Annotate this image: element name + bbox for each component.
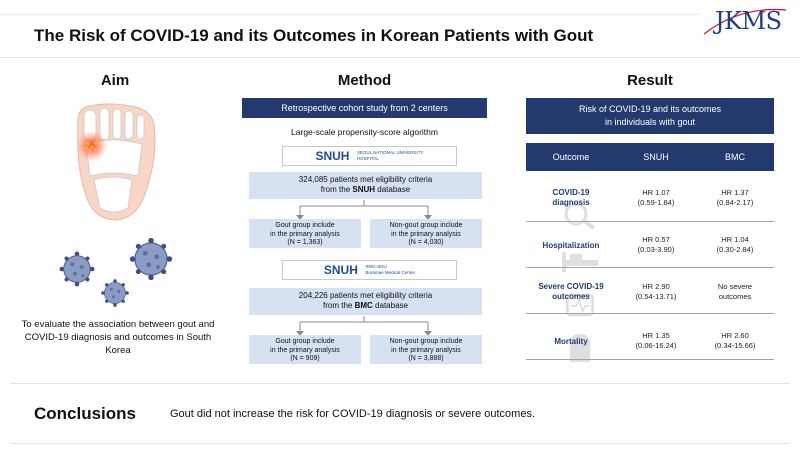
flow-arrows bbox=[242, 199, 487, 221]
snuh-logo bbox=[282, 146, 457, 166]
bmc-logo bbox=[282, 260, 457, 280]
divider bbox=[10, 443, 790, 444]
snuh-value: HR 1.07 (0.59-1.84) bbox=[637, 188, 675, 207]
bmc-value: HR 1.37 (0.84-2.17) bbox=[716, 188, 754, 207]
conclusions-text: Gout did not increase the risk for COVID-19 diagnosis or severe outcomes. bbox=[170, 408, 536, 420]
aim-heading: Aim bbox=[100, 72, 130, 89]
snuh-logo-caption: SEOUL NATIONAL UNIVERSITY HOSPITAL bbox=[356, 150, 424, 161]
outcome-label: Severe COVID-19 outcomes bbox=[538, 282, 604, 301]
snuh-non-gout-group: Non-gout group include in the primary analysis (N = 4,030) bbox=[370, 219, 482, 248]
snuh-value: HR 0.57 (0.03-3.90) bbox=[637, 235, 675, 254]
outcome-label: Hospitalization bbox=[542, 241, 600, 250]
divider bbox=[10, 383, 790, 384]
result-row-severe-outcomes bbox=[526, 268, 774, 314]
snuh-value: HR 2.90 (0.54-13.71) bbox=[635, 282, 677, 301]
result-row-mortality bbox=[526, 314, 774, 360]
virus-icon bbox=[128, 236, 174, 282]
snuh-value: HR 1.35 (0.06-16.24) bbox=[635, 331, 677, 350]
bmc-non-gout-group: Non-gout group include in the primary analysis (N = 3,888) bbox=[370, 335, 482, 364]
bmc-logo-text: SNUH bbox=[323, 262, 358, 277]
snuh-logo-text: SNUH bbox=[315, 148, 350, 163]
virus-icon bbox=[58, 250, 96, 288]
result-banner: Risk of COVID-19 and its outcomes in individuals with gout bbox=[526, 98, 774, 134]
outcome-label: COVID-19 diagnosis bbox=[552, 188, 590, 207]
result-row-hospitalization bbox=[526, 222, 774, 268]
column-header-outcome: Outcome bbox=[552, 152, 590, 162]
conclusions-label: Conclusions bbox=[34, 404, 137, 423]
bmc-gout-group: Gout group include in the primary analysis (N = 909) bbox=[249, 335, 361, 364]
method-subtitle: Large-scale propensity-score algorithm bbox=[291, 127, 438, 137]
bmc-eligibility-box: 204,226 patients met eligibility criteria from the BMC database bbox=[249, 288, 482, 315]
virus-icon bbox=[100, 278, 130, 308]
outcome-label: Mortality bbox=[554, 337, 588, 346]
bmc-value: HR 2.60 (0.34-15.66) bbox=[714, 331, 756, 350]
result-heading: Result bbox=[627, 72, 673, 89]
flow-arrows bbox=[242, 315, 487, 337]
result-table-header bbox=[526, 143, 774, 171]
column-header-bmc: BMC bbox=[725, 152, 745, 162]
header-rule bbox=[0, 14, 700, 15]
page-title: The Risk of COVID-19 and its Outcomes in Korean Patients with Gout bbox=[34, 26, 594, 45]
result-row-covid-diagnosis bbox=[526, 176, 774, 222]
journal-logo: JKMS bbox=[715, 7, 782, 35]
method-banner: Retrospective cohort study from 2 centers bbox=[242, 98, 487, 118]
bmc-logo-caption: SMG-SNU Boramae Medical Center bbox=[365, 264, 416, 275]
snuh-eligibility-box: 324,085 patients met eligibility criteria from the SNUH database bbox=[249, 172, 482, 199]
header-bar bbox=[0, 0, 800, 58]
column-header-snuh: SNUH bbox=[643, 152, 669, 162]
gout-foot-icon bbox=[68, 96, 160, 224]
aim-text: To evaluate the association between gout and COVID-19 diagnosis and outcomes in South Korea bbox=[21, 319, 215, 356]
method-heading: Method bbox=[337, 72, 392, 89]
bmc-value: HR 1.04 (0.30-2.84) bbox=[716, 235, 754, 254]
bmc-value: No severe outcomes bbox=[717, 282, 753, 301]
snuh-gout-group: Gout group include in the primary analysis (N = 1,363) bbox=[249, 219, 361, 248]
